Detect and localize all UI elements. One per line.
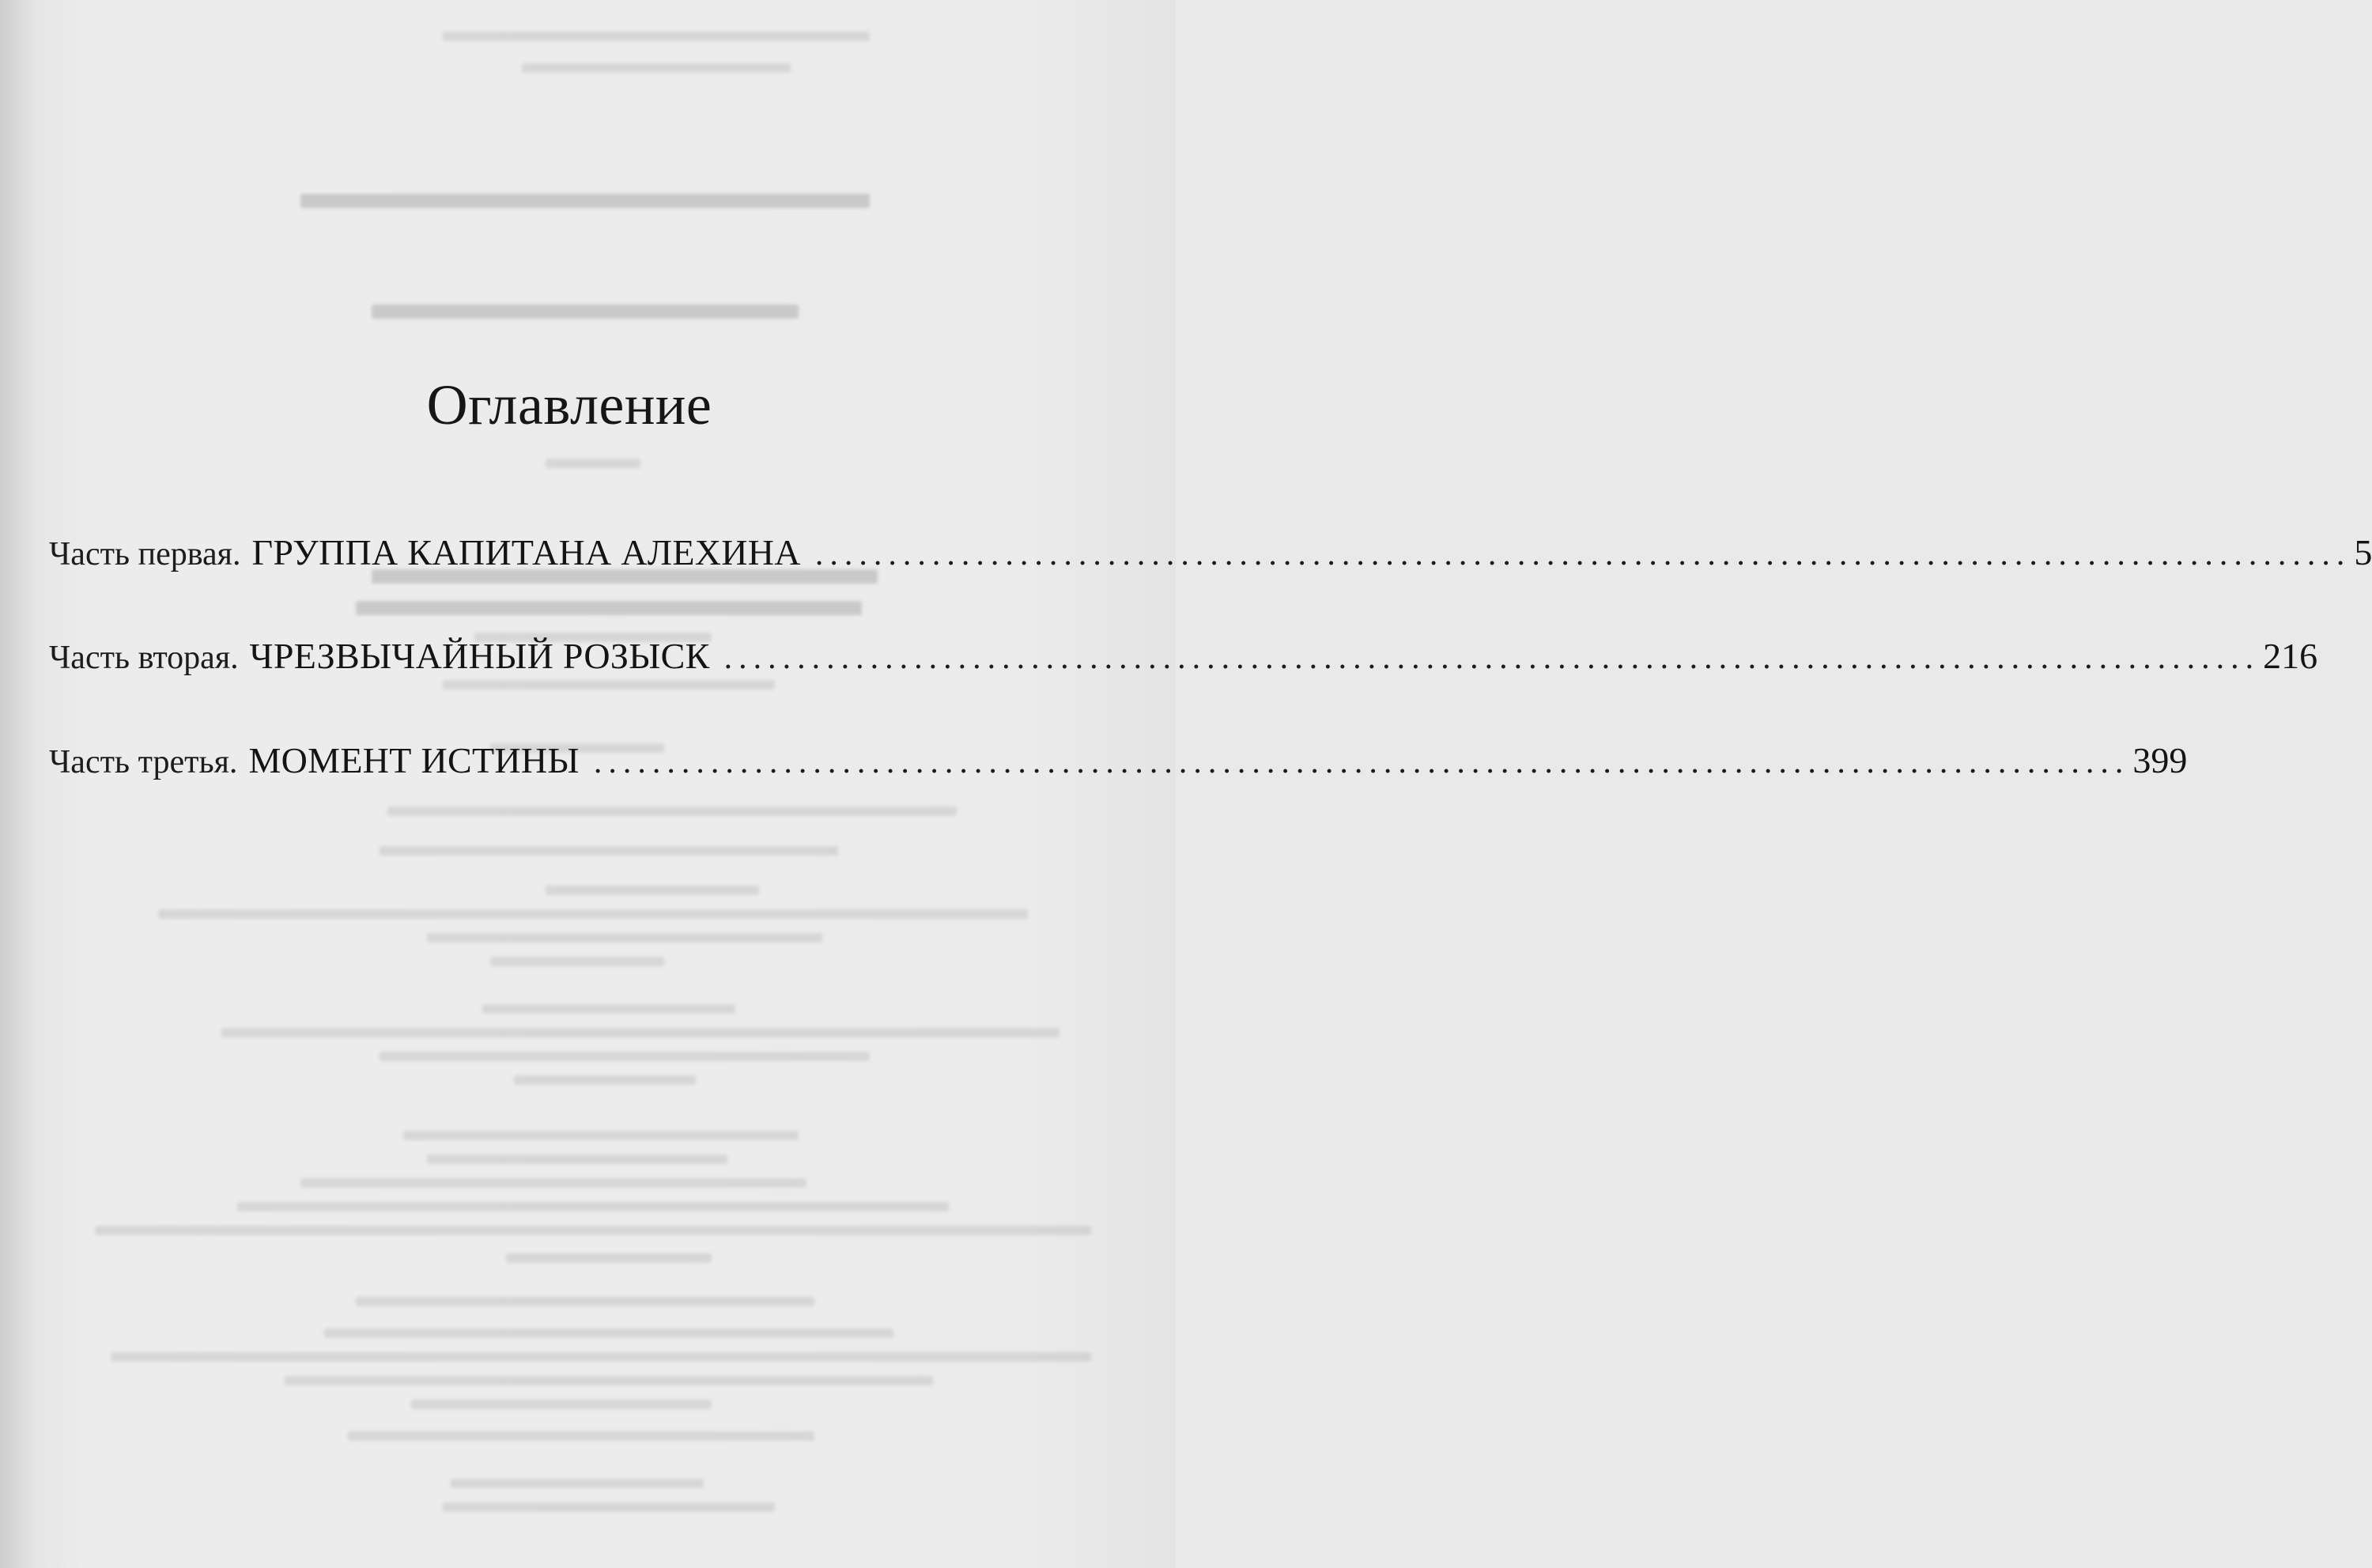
toc-part-label: Часть первая. <box>49 536 241 572</box>
toc-page-number: 399 <box>2132 740 2188 780</box>
toc-entry-part-1 <box>49 531 2372 573</box>
toc-part-label: Часть третья. <box>49 744 238 780</box>
toc-part-title: МОМЕНТ ИСТИНЫ <box>248 740 580 780</box>
toc-entry-part-2 <box>49 635 2318 677</box>
toc-dot-leader: ......................................................................................................... <box>814 536 2351 572</box>
toc-part-label: Часть вторая. <box>49 640 239 676</box>
toc-entry-part-3 <box>49 739 2188 781</box>
page-title: Оглавление <box>426 373 712 436</box>
show-through-text <box>0 0 1176 1568</box>
toc-part-title: ЧРЕЗВЫЧАЙНЫЙ РОЗЫСК <box>249 636 710 676</box>
toc-dot-leader: ......................................................................................................... <box>593 744 2130 780</box>
toc-part-title: ГРУППА КАПИТАНА АЛЕХИНА <box>251 532 801 572</box>
toc-dot-leader: ......................................................................................................... <box>723 640 2261 676</box>
toc-page-number: 5 <box>2354 532 2372 572</box>
toc-page-number: 216 <box>2263 636 2318 676</box>
